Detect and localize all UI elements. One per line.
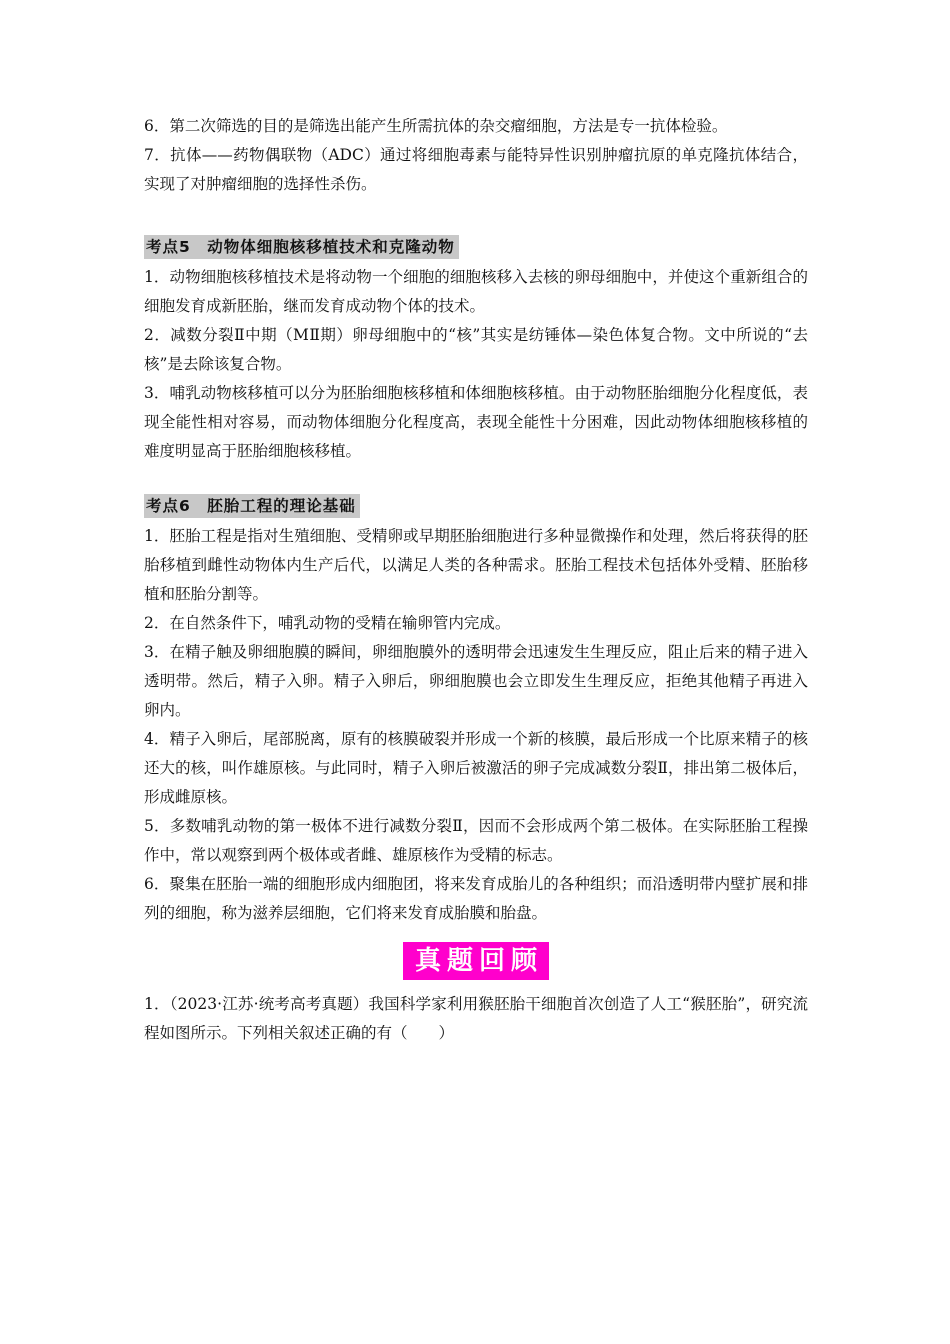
section6-item-4: 4．精子入卵后，尾部脱离，原有的核膜破裂并形成一个新的核膜，最后形成一个比原来精子的核还大的核，叫作雄原核。与此同时，精子入卵后被激活的卵子完成减数分裂Ⅱ，排出第二极体后，形成雌原核。 [144, 730, 808, 806]
section6-item-5: 5．多数哺乳动物的第一极体不进行减数分裂Ⅱ，因而不会形成两个第二极体。在实际胚胎工程操作中，常以观察到两个极体或者雌、雄原核作为受精的标志。 [144, 817, 808, 864]
document-content [144, 112, 808, 1048]
section6-item-3: 3．在精子触及卵细胞膜的瞬间，卵细胞膜外的透明带会迅速发生生理反应，阻止后来的精子进入透明带。然后，精子入卵。精子入卵后，卵细胞膜也会立即发生生理反应，拒绝其他精子再进入卵内。 [144, 643, 808, 719]
review-banner: 真题回顾 [403, 942, 549, 980]
section5-item-2: 2．减数分裂Ⅱ中期（MⅡ期）卵母细胞中的“核”其实是纺锤体—染色体复合物。文中所说的“去核”是去除该复合物。 [144, 326, 808, 373]
paragraph-prev-6: 6．第二次筛选的目的是筛选出能产生所需抗体的杂交瘤细胞，方法是专一抗体检验。 [144, 117, 728, 135]
section6-heading-wrap [144, 494, 808, 522]
question-1: 1．（2023·江苏·统考高考真题）我国科学家利用猴胚胎干细胞首次创造了人工“猴胚胎”，研究流程如图所示。下列相关叙述正确的有（ ） [144, 995, 808, 1042]
review-banner-wrap [144, 942, 808, 980]
section5-heading: 考点5 动物体细胞核移植技术和克隆动物 [144, 235, 459, 259]
section6-item-1: 1．胚胎工程是指对生殖细胞、受精卵或早期胚胎细胞进行多种显微操作和处理，然后将获得的胚胎移植到雌性动物体内生产后代，以满足人类的各种需求。胚胎工程技术包括体外受精、胚胎移植和胚胎分割等。 [144, 527, 808, 603]
section5-item-3: 3．哺乳动物核移植可以分为胚胎细胞核移植和体细胞核移植。由于动物胚胎细胞分化程度低，表现全能性相对容易，而动物体细胞分化程度高，表现全能性十分困难，因此动物体细胞核移植的难度明显高于胚胎细胞核移植。 [144, 384, 808, 460]
section6-heading: 考点6 胚胎工程的理论基础 [144, 494, 360, 518]
section6-item-2: 2．在自然条件下，哺乳动物的受精在输卵管内完成。 [144, 614, 511, 632]
section5-heading-wrap [144, 235, 808, 263]
section5-item-1: 1．动物细胞核移植技术是将动物一个细胞的细胞核移入去核的卵母细胞中，并使这个重新组合的细胞发育成新胚胎，继而发育成动物个体的技术。 [144, 268, 808, 315]
paragraph-prev-7: 7．抗体——药物偶联物（ADC）通过将细胞毒素与能特异性识别肿瘤抗原的单克隆抗体结合，实现了对肿瘤细胞的选择性杀伤。 [144, 146, 808, 193]
section6-item-6: 6．聚集在胚胎一端的细胞形成内细胞团，将来发育成胎儿的各种组织；而沿透明带内壁扩展和排列的细胞，称为滋养层细胞，它们将来发育成胎膜和胎盘。 [144, 875, 808, 922]
